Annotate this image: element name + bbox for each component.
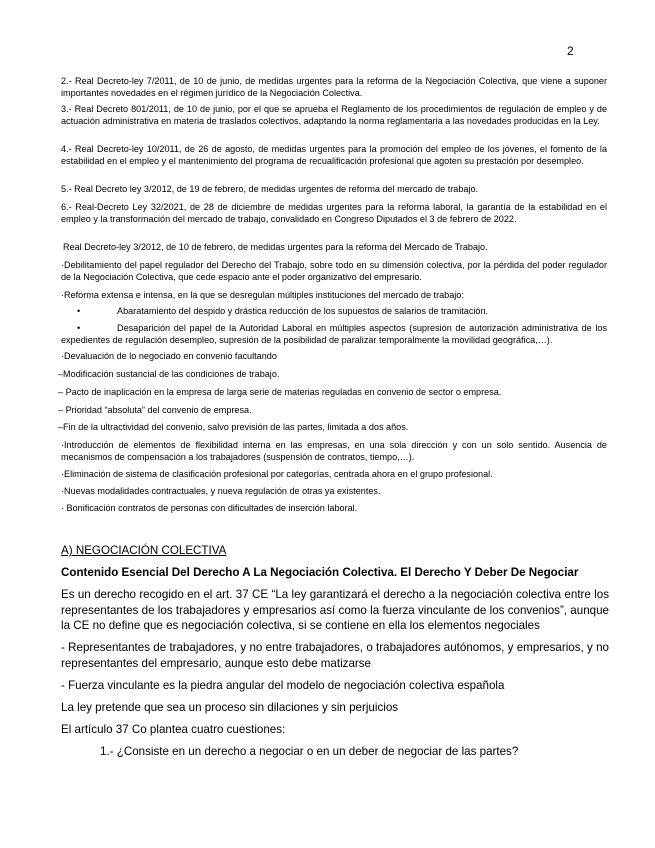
decree-item: 5.- Real Decreto ley 3/2012, de 19 de febrero, de medidas urgentes de reforma del mercado de trabajo. — [61, 184, 479, 194]
point-item: ·Debilitamiento del papel regulador del Derecho del Trabajo, sobre todo en su dimensión colectiva, por la pérdida del poder regulador de la Negociación Colectiva, que cede espacio ante el poder organizativo del empresario. — [61, 260, 607, 282]
decree-item: 4.- Real Decreto-ley 10/2011, de 26 de agosto, de medidas urgentes para la promoción del empleo de los jóvenes, el fomento de la estabilidad en el empleo y el mantenimiento del programa de recualificación profesional que agoten su prestación por desempleo. — [61, 144, 607, 166]
body-paragraph: - Representantes de trabajadores, y no entre trabajadores, o trabajadores autónomos, y empresarios, y no representantes del empresario, aunque esto debe matizarse — [61, 641, 609, 670]
point-item: ·Eliminación de sistema de clasificación profesional por categorías, centrada ahora en el grupo profesional. — [61, 469, 493, 479]
page-number: 2 — [567, 44, 574, 58]
point-item: ·Nuevas modalidades contractuales, y nueva regulación de otras ya existentes. — [61, 486, 381, 496]
decree-item: 3.- Real Decreto 801/2011, de 10 de junio, por el que se aprueba el Reglamento de los procedimientos de regulación de empleo y de actuación administrativa en materia de traslados colectivos, adaptando la norma reglamentaria a las novedades producidas en la Ley. — [61, 104, 607, 126]
sub-point-item: • Abaratamiento del despido y drástica reducción de los supuestos de salarios de tramitación. — [61, 306, 607, 318]
point-item: –Fin de la ultractividad del convenio, salvo previsión de las partes, limitada a dos años. — [58, 422, 409, 432]
bullet-icon: • — [77, 323, 81, 333]
point-item: –Modificación sustancial de las condiciones de trabajo. — [58, 369, 280, 379]
point-item: ·Reforma extensa e intensa, en la que se desregulan múltiples instituciones del mercado de trabajo: — [61, 290, 464, 300]
decree-item: 6.- Real-Decreto Ley 32/2021, de 28 de diciembre de medidas urgentes para la reforma laboral, la garantía de la estabilidad en el empleo y la transformación del mercado de trabajo, convalidado en Congreso Diputados el 3 de febrero de 2022. — [61, 202, 607, 224]
subheading: Contenido Esencial Del Derecho A La Negociación Colectiva. El Derecho Y Deber De Negociar — [61, 566, 579, 579]
sub-point-item: • Desaparición del papel de la Autoridad Laboral en múltiples aspectos (supresión de autorización administrativa de los expedientes de regulación desempleo, supresión de la posibilidad de paralizar temporalmente la movilidad geográfica,…). — [61, 323, 607, 345]
point-item: – Prioridad “absoluta” del convenio de empresa. — [58, 405, 252, 415]
bullet-icon: • — [77, 306, 81, 316]
body-paragraph: El artículo 37 Co plantea cuatro cuestiones: — [61, 723, 286, 736]
section-heading: A) NEGOCIACIÓN COLECTIVA — [61, 544, 227, 557]
point-item: ·Introducción de elementos de flexibilidad interna en las empresas, en una sola dirección y con un solo sentido. Ausencia de mecanismos de compensación a los trabajadores (suspensión de contratos, tiempo,…). — [61, 440, 607, 462]
body-paragraph: - Fuerza vinculante es la piedra angular del modelo de negociación colectiva española — [61, 679, 505, 692]
body-paragraph: Es un derecho recogido en el art. 37 CE “La ley garantizará el derecho a la negociación colectiva entre los representantes de los trabajadores y empresarios así como la fuerza vinculante de los convenios”, aunque la CE no define que es negociación colectiva, si se contiene en ella los elementos negociales — [61, 588, 609, 632]
decree-item: 2.- Real Decreto-ley 7/2011, de 10 de junio, de medidas urgentes para la reforma de la Negociación Colectiva, que viene a suponer importantes novedades en el régimen jurídico de la Negociación Colectiva. — [61, 76, 607, 98]
point-item: · Bonificación contratos de personas con dificultades de inserción laboral. — [61, 503, 358, 513]
rdl-title: Real Decreto-ley 3/2012, de 10 de febrero, de medidas urgentes para la reforma del Mercado de Trabajo. — [63, 242, 488, 252]
body-paragraph: La ley pretende que sea un proceso sin dilaciones y sin perjuicios — [61, 701, 399, 714]
numbered-question: 1.- ¿Consiste en un derecho a negociar o en un deber de negociar de las partes? — [100, 745, 519, 758]
point-item: – Pacto de inaplicación en la empresa de larga serie de materias reguladas en convenio de sector o empresa. — [58, 387, 502, 397]
point-item: ·Devaluación de lo negociado en convenio facultando — [61, 351, 277, 361]
